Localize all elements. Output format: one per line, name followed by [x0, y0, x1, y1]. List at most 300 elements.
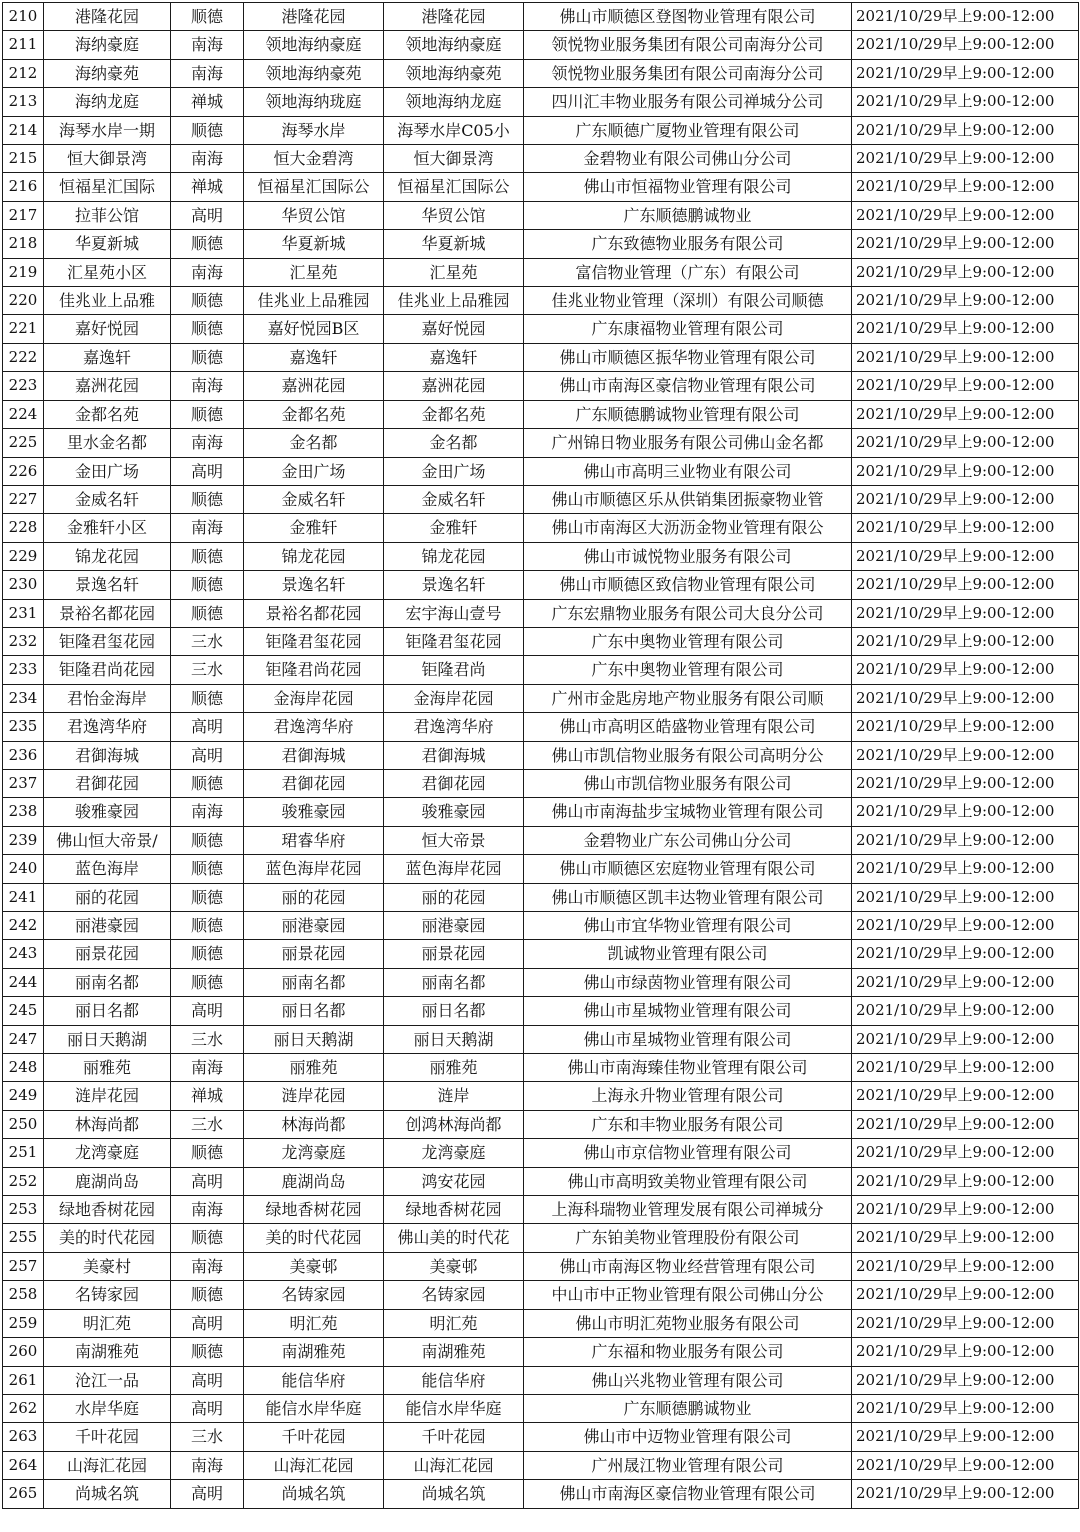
- district-cell: 南海: [171, 1196, 244, 1224]
- table-row: [3, 1338, 1079, 1366]
- schedule-cell: 2021/10/29早上9:00-12:00: [852, 1480, 1079, 1508]
- schedule-cell: 2021/10/29早上9:00-12:00: [852, 116, 1079, 144]
- table-row: [3, 1480, 1079, 1508]
- property-company-cell: 佛山市凯信物业服务有限公司高明分公: [524, 741, 852, 769]
- community-schedule-table: [2, 2, 1079, 1509]
- registered-name-cell: 君御花园: [384, 769, 524, 797]
- schedule-cell: 2021/10/29早上9:00-12:00: [852, 173, 1079, 201]
- project-name-cell: 景裕名都花园: [244, 599, 384, 627]
- property-company-cell: 佛山市顺德区登图物业管理有限公司: [524, 3, 852, 31]
- table-row: [3, 1394, 1079, 1422]
- registered-name-cell: 恒福星汇国际公: [384, 173, 524, 201]
- row-number-cell: 229: [3, 542, 44, 570]
- project-name-cell: 华夏新城: [244, 230, 384, 258]
- table-row: [3, 1167, 1079, 1195]
- registered-name-cell: 宏宇海山壹号: [384, 599, 524, 627]
- district-cell: 顺德: [171, 1139, 244, 1167]
- community-name-cell: 海纳豪庭: [44, 31, 171, 59]
- community-name-cell: 钜隆君尚花园: [44, 656, 171, 684]
- schedule-cell: 2021/10/29早上9:00-12:00: [852, 514, 1079, 542]
- community-name-cell: 嘉洲花园: [44, 372, 171, 400]
- row-number-cell: 252: [3, 1167, 44, 1195]
- community-name-cell: 景裕名都花园: [44, 599, 171, 627]
- schedule-cell: 2021/10/29早上9:00-12:00: [852, 1110, 1079, 1138]
- community-name-cell: 景逸名轩: [44, 571, 171, 599]
- community-name-cell: 美豪村: [44, 1252, 171, 1280]
- district-cell: 三水: [171, 627, 244, 655]
- row-number-cell: 211: [3, 31, 44, 59]
- project-name-cell: 钜隆君玺花园: [244, 627, 384, 655]
- property-company-cell: 四川汇丰物业服务有限公司禅城分公司: [524, 88, 852, 116]
- district-cell: 顺德: [171, 1281, 244, 1309]
- schedule-cell: 2021/10/29早上9:00-12:00: [852, 400, 1079, 428]
- community-name-cell: 嘉逸轩: [44, 343, 171, 371]
- district-cell: 高明: [171, 1167, 244, 1195]
- project-name-cell: 美豪邨: [244, 1252, 384, 1280]
- property-company-cell: 广州锦日物业服务有限公司佛山金名都: [524, 429, 852, 457]
- registered-name-cell: 海琴水岸C05小: [384, 116, 524, 144]
- district-cell: 高明: [171, 457, 244, 485]
- row-number-cell: 224: [3, 400, 44, 428]
- table-row: [3, 883, 1079, 911]
- row-number-cell: 212: [3, 59, 44, 87]
- district-cell: 南海: [171, 1252, 244, 1280]
- district-cell: 高明: [171, 741, 244, 769]
- schedule-cell: 2021/10/29早上9:00-12:00: [852, 287, 1079, 315]
- table-row: [3, 769, 1079, 797]
- district-cell: 南海: [171, 258, 244, 286]
- project-name-cell: 君逸湾华府: [244, 713, 384, 741]
- community-name-cell: 金雅轩小区: [44, 514, 171, 542]
- project-name-cell: 千叶花园: [244, 1423, 384, 1451]
- row-number-cell: 241: [3, 883, 44, 911]
- registered-name-cell: 嘉好悦园: [384, 315, 524, 343]
- row-number-cell: 237: [3, 769, 44, 797]
- schedule-cell: 2021/10/29早上9:00-12:00: [852, 855, 1079, 883]
- row-number-cell: 262: [3, 1394, 44, 1422]
- community-name-cell: 君怡金海岸: [44, 684, 171, 712]
- registered-name-cell: 金田广场: [384, 457, 524, 485]
- property-company-cell: 广东中奥物业管理有限公司: [524, 627, 852, 655]
- registered-name-cell: 君御海城: [384, 741, 524, 769]
- property-company-cell: 广东顺德鹏诚物业管理有限公司: [524, 400, 852, 428]
- schedule-cell: 2021/10/29早上9:00-12:00: [852, 684, 1079, 712]
- schedule-cell: 2021/10/29早上9:00-12:00: [852, 741, 1079, 769]
- community-name-cell: 绿地香树花园: [44, 1196, 171, 1224]
- row-number-cell: 233: [3, 656, 44, 684]
- project-name-cell: 锦龙花园: [244, 542, 384, 570]
- district-cell: 高明: [171, 1480, 244, 1508]
- project-name-cell: 金名都: [244, 429, 384, 457]
- registered-name-cell: 名铸家园: [384, 1281, 524, 1309]
- district-cell: 南海: [171, 514, 244, 542]
- project-name-cell: 金雅轩: [244, 514, 384, 542]
- row-number-cell: 223: [3, 372, 44, 400]
- community-name-cell: 佳兆业上品雅: [44, 287, 171, 315]
- schedule-cell: 2021/10/29早上9:00-12:00: [852, 1196, 1079, 1224]
- community-name-cell: 尚城名筑: [44, 1480, 171, 1508]
- project-name-cell: 嘉好悦园B区: [244, 315, 384, 343]
- table-row: [3, 1224, 1079, 1252]
- registered-name-cell: 丽日天鹅湖: [384, 1025, 524, 1053]
- row-number-cell: 231: [3, 599, 44, 627]
- row-number-cell: 255: [3, 1224, 44, 1252]
- schedule-cell: 2021/10/29早上9:00-12:00: [852, 1394, 1079, 1422]
- community-name-cell: 山海汇花园: [44, 1451, 171, 1479]
- district-cell: 顺德: [171, 826, 244, 854]
- registered-name-cell: 锦龙花园: [384, 542, 524, 570]
- project-name-cell: 丽南名都: [244, 968, 384, 996]
- row-number-cell: 265: [3, 1480, 44, 1508]
- schedule-cell: 2021/10/29早上9:00-12:00: [852, 997, 1079, 1025]
- schedule-cell: 2021/10/29早上9:00-12:00: [852, 1082, 1079, 1110]
- schedule-cell: 2021/10/29早上9:00-12:00: [852, 429, 1079, 457]
- project-name-cell: 绿地香树花园: [244, 1196, 384, 1224]
- registered-name-cell: 骏雅豪园: [384, 798, 524, 826]
- schedule-cell: 2021/10/29早上9:00-12:00: [852, 59, 1079, 87]
- schedule-cell: 2021/10/29早上9:00-12:00: [852, 145, 1079, 173]
- registered-name-cell: 华夏新城: [384, 230, 524, 258]
- property-company-cell: 佛山市京信物业管理有限公司: [524, 1139, 852, 1167]
- district-cell: 禅城: [171, 173, 244, 201]
- project-name-cell: 金都名苑: [244, 400, 384, 428]
- district-cell: 顺德: [171, 3, 244, 31]
- property-company-cell: 佳兆业物业管理（深圳）有限公司顺德: [524, 287, 852, 315]
- schedule-cell: 2021/10/29早上9:00-12:00: [852, 826, 1079, 854]
- registered-name-cell: 景逸名轩: [384, 571, 524, 599]
- property-company-cell: 佛山市南海臻佳物业管理有限公司: [524, 1054, 852, 1082]
- project-name-cell: 能信华府: [244, 1366, 384, 1394]
- row-number-cell: 253: [3, 1196, 44, 1224]
- property-company-cell: 富信物业管理（广东）有限公司: [524, 258, 852, 286]
- community-name-cell: 金都名苑: [44, 400, 171, 428]
- district-cell: 南海: [171, 59, 244, 87]
- community-name-cell: 南湖雅苑: [44, 1338, 171, 1366]
- row-number-cell: 221: [3, 315, 44, 343]
- row-number-cell: 234: [3, 684, 44, 712]
- property-company-cell: 中山市中正物业管理有限公司佛山分公: [524, 1281, 852, 1309]
- project-name-cell: 山海汇花园: [244, 1451, 384, 1479]
- registered-name-cell: 丽港豪园: [384, 912, 524, 940]
- registered-name-cell: 金威名轩: [384, 485, 524, 513]
- table-row: [3, 145, 1079, 173]
- property-company-cell: 佛山市凯信物业服务有限公司: [524, 769, 852, 797]
- row-number-cell: 247: [3, 1025, 44, 1053]
- registered-name-cell: 嘉洲花园: [384, 372, 524, 400]
- community-name-cell: 蓝色海岸: [44, 855, 171, 883]
- district-cell: 顺德: [171, 485, 244, 513]
- project-name-cell: 景逸名轩: [244, 571, 384, 599]
- community-name-cell: 恒福星汇国际: [44, 173, 171, 201]
- table-row: [3, 713, 1079, 741]
- table-row: [3, 1082, 1079, 1110]
- project-name-cell: 明汇苑: [244, 1309, 384, 1337]
- schedule-cell: 2021/10/29早上9:00-12:00: [852, 343, 1079, 371]
- schedule-cell: 2021/10/29早上9:00-12:00: [852, 656, 1079, 684]
- property-company-cell: 佛山市高明致美物业管理有限公司: [524, 1167, 852, 1195]
- project-name-cell: 海琴水岸: [244, 116, 384, 144]
- property-company-cell: 广东和丰物业服务有限公司: [524, 1110, 852, 1138]
- row-number-cell: 235: [3, 713, 44, 741]
- table-row: [3, 315, 1079, 343]
- table-row: [3, 372, 1079, 400]
- project-name-cell: 汇星苑: [244, 258, 384, 286]
- project-name-cell: 美的时代花园: [244, 1224, 384, 1252]
- property-company-cell: 佛山市南海区豪信物业管理有限公司: [524, 372, 852, 400]
- row-number-cell: 236: [3, 741, 44, 769]
- property-company-cell: 佛山市南海区大沥沥金物业管理有限公: [524, 514, 852, 542]
- table-row: [3, 1366, 1079, 1394]
- row-number-cell: 245: [3, 997, 44, 1025]
- property-company-cell: 佛山兴兆物业管理有限公司: [524, 1366, 852, 1394]
- project-name-cell: 南湖雅苑: [244, 1338, 384, 1366]
- project-name-cell: 佳兆业上品雅园: [244, 287, 384, 315]
- community-name-cell: 锦龙花园: [44, 542, 171, 570]
- row-number-cell: 215: [3, 145, 44, 173]
- registered-name-cell: 南湖雅苑: [384, 1338, 524, 1366]
- project-name-cell: 君御花园: [244, 769, 384, 797]
- community-name-cell: 佛山恒大帝景/: [44, 826, 171, 854]
- schedule-cell: 2021/10/29早上9:00-12:00: [852, 31, 1079, 59]
- district-cell: 顺德: [171, 287, 244, 315]
- schedule-cell: 2021/10/29早上9:00-12:00: [852, 912, 1079, 940]
- row-number-cell: 260: [3, 1338, 44, 1366]
- row-number-cell: 251: [3, 1139, 44, 1167]
- community-name-cell: 丽的花园: [44, 883, 171, 911]
- schedule-cell: 2021/10/29早上9:00-12:00: [852, 713, 1079, 741]
- project-name-cell: 涟岸花园: [244, 1082, 384, 1110]
- community-name-cell: 拉菲公馆: [44, 201, 171, 229]
- registered-name-cell: 千叶花园: [384, 1423, 524, 1451]
- district-cell: 顺德: [171, 769, 244, 797]
- community-name-cell: 丽景花园: [44, 940, 171, 968]
- community-name-cell: 华夏新城: [44, 230, 171, 258]
- table-row: [3, 1025, 1079, 1053]
- row-number-cell: 232: [3, 627, 44, 655]
- property-company-cell: 佛山市南海区物业经营管理有限公司: [524, 1252, 852, 1280]
- project-name-cell: 龙湾豪庭: [244, 1139, 384, 1167]
- schedule-cell: 2021/10/29早上9:00-12:00: [852, 3, 1079, 31]
- table-row: [3, 599, 1079, 627]
- table-row: [3, 826, 1079, 854]
- table-row: [3, 287, 1079, 315]
- table-row: [3, 3, 1079, 31]
- district-cell: 南海: [171, 372, 244, 400]
- schedule-cell: 2021/10/29早上9:00-12:00: [852, 883, 1079, 911]
- row-number-cell: 257: [3, 1252, 44, 1280]
- property-company-cell: 佛山市宜华物业管理有限公司: [524, 912, 852, 940]
- table-row: [3, 1309, 1079, 1337]
- table-row: [3, 230, 1079, 258]
- community-name-cell: 涟岸花园: [44, 1082, 171, 1110]
- project-name-cell: 丽日名都: [244, 997, 384, 1025]
- registered-name-cell: 金都名苑: [384, 400, 524, 428]
- district-cell: 顺德: [171, 684, 244, 712]
- project-name-cell: 金海岸花园: [244, 684, 384, 712]
- property-company-cell: 广东顺德鹏诚物业: [524, 201, 852, 229]
- project-name-cell: 丽日天鹅湖: [244, 1025, 384, 1053]
- project-name-cell: 金田广场: [244, 457, 384, 485]
- schedule-cell: 2021/10/29早上9:00-12:00: [852, 485, 1079, 513]
- district-cell: 南海: [171, 798, 244, 826]
- schedule-cell: 2021/10/29早上9:00-12:00: [852, 372, 1079, 400]
- table-row: [3, 1451, 1079, 1479]
- table-row: [3, 88, 1079, 116]
- community-name-cell: 千叶花园: [44, 1423, 171, 1451]
- row-number-cell: 261: [3, 1366, 44, 1394]
- registered-name-cell: 华贸公馆: [384, 201, 524, 229]
- property-company-cell: 广东康福物业管理有限公司: [524, 315, 852, 343]
- district-cell: 顺德: [171, 940, 244, 968]
- row-number-cell: 239: [3, 826, 44, 854]
- project-name-cell: 恒福星汇国际公: [244, 173, 384, 201]
- community-name-cell: 水岸华庭: [44, 1394, 171, 1422]
- table-row: [3, 116, 1079, 144]
- row-number-cell: 258: [3, 1281, 44, 1309]
- registered-name-cell: 尚城名筑: [384, 1480, 524, 1508]
- registered-name-cell: 丽南名都: [384, 968, 524, 996]
- property-company-cell: 广东福和物业服务有限公司: [524, 1338, 852, 1366]
- property-company-cell: 佛山市诚悦物业服务有限公司: [524, 542, 852, 570]
- property-company-cell: 佛山市绿茵物业管理有限公司: [524, 968, 852, 996]
- district-cell: 顺德: [171, 400, 244, 428]
- registered-name-cell: 丽雅苑: [384, 1054, 524, 1082]
- property-company-cell: 佛山市星城物业管理有限公司: [524, 997, 852, 1025]
- community-name-cell: 鹿湖尚岛: [44, 1167, 171, 1195]
- community-name-cell: 丽港豪园: [44, 912, 171, 940]
- property-company-cell: 上海永升物业管理有限公司: [524, 1082, 852, 1110]
- schedule-cell: 2021/10/29早上9:00-12:00: [852, 1224, 1079, 1252]
- registered-name-cell: 蓝色海岸花园: [384, 855, 524, 883]
- schedule-cell: 2021/10/29早上9:00-12:00: [852, 627, 1079, 655]
- row-number-cell: 222: [3, 343, 44, 371]
- community-name-cell: 港隆花园: [44, 3, 171, 31]
- property-company-cell: 领悦物业服务集团有限公司南海分公司: [524, 59, 852, 87]
- district-cell: 顺德: [171, 343, 244, 371]
- row-number-cell: 225: [3, 429, 44, 457]
- property-company-cell: 佛山市高明三业物业有限公司: [524, 457, 852, 485]
- district-cell: 顺德: [171, 542, 244, 570]
- row-number-cell: 218: [3, 230, 44, 258]
- property-company-cell: 佛山市南海盐步宝城物业管理有限公司: [524, 798, 852, 826]
- table-row: [3, 1139, 1079, 1167]
- row-number-cell: 210: [3, 3, 44, 31]
- project-name-cell: 恒大金碧湾: [244, 145, 384, 173]
- table-row: [3, 31, 1079, 59]
- registered-name-cell: 丽的花园: [384, 883, 524, 911]
- community-name-cell: 恒大御景湾: [44, 145, 171, 173]
- table-row: [3, 173, 1079, 201]
- table-body: [3, 3, 1079, 1509]
- table-row: [3, 968, 1079, 996]
- row-number-cell: 226: [3, 457, 44, 485]
- registered-name-cell: 金雅轩: [384, 514, 524, 542]
- property-company-cell: 广东顺德广厦物业管理有限公司: [524, 116, 852, 144]
- district-cell: 顺德: [171, 1224, 244, 1252]
- table-row: [3, 400, 1079, 428]
- property-company-cell: 佛山市顺德区宏庭物业管理有限公司: [524, 855, 852, 883]
- community-name-cell: 丽日名都: [44, 997, 171, 1025]
- schedule-cell: 2021/10/29早上9:00-12:00: [852, 201, 1079, 229]
- table-row: [3, 684, 1079, 712]
- registered-name-cell: 港隆花园: [384, 3, 524, 31]
- community-name-cell: 骏雅豪园: [44, 798, 171, 826]
- registered-name-cell: 美豪邨: [384, 1252, 524, 1280]
- row-number-cell: 263: [3, 1423, 44, 1451]
- project-name-cell: 领地海纳豪苑: [244, 59, 384, 87]
- community-name-cell: 丽雅苑: [44, 1054, 171, 1082]
- table-row: [3, 1196, 1079, 1224]
- property-company-cell: 佛山市中迈物业管理有限公司: [524, 1423, 852, 1451]
- schedule-cell: 2021/10/29早上9:00-12:00: [852, 1139, 1079, 1167]
- row-number-cell: 264: [3, 1451, 44, 1479]
- schedule-cell: 2021/10/29早上9:00-12:00: [852, 769, 1079, 797]
- community-name-cell: 明汇苑: [44, 1309, 171, 1337]
- registered-name-cell: 涟岸: [384, 1082, 524, 1110]
- property-company-cell: 广东致德物业服务有限公司: [524, 230, 852, 258]
- registered-name-cell: 佛山美的时代花: [384, 1224, 524, 1252]
- registered-name-cell: 丽景花园: [384, 940, 524, 968]
- registered-name-cell: 明汇苑: [384, 1309, 524, 1337]
- district-cell: 南海: [171, 145, 244, 173]
- row-number-cell: 240: [3, 855, 44, 883]
- district-cell: 顺德: [171, 883, 244, 911]
- registered-name-cell: 领地海纳豪庭: [384, 31, 524, 59]
- table-row: [3, 798, 1079, 826]
- schedule-cell: 2021/10/29早上9:00-12:00: [852, 258, 1079, 286]
- district-cell: 顺德: [171, 968, 244, 996]
- registered-name-cell: 龙湾豪庭: [384, 1139, 524, 1167]
- project-name-cell: 能信水岸华庭: [244, 1394, 384, 1422]
- project-name-cell: 领地海纳珑庭: [244, 88, 384, 116]
- community-name-cell: 钜隆君玺花园: [44, 627, 171, 655]
- schedule-cell: 2021/10/29早上9:00-12:00: [852, 1423, 1079, 1451]
- property-company-cell: 上海科瑞物业管理发展有限公司禅城分: [524, 1196, 852, 1224]
- schedule-cell: 2021/10/29早上9:00-12:00: [852, 1366, 1079, 1394]
- property-company-cell: 金碧物业有限公司佛山分公司: [524, 145, 852, 173]
- row-number-cell: 242: [3, 912, 44, 940]
- table-row: [3, 258, 1079, 286]
- schedule-cell: 2021/10/29早上9:00-12:00: [852, 571, 1079, 599]
- registered-name-cell: 恒大御景湾: [384, 145, 524, 173]
- table-row: [3, 940, 1079, 968]
- schedule-cell: 2021/10/29早上9:00-12:00: [852, 315, 1079, 343]
- table-row: [3, 855, 1079, 883]
- table-row: [3, 912, 1079, 940]
- registered-name-cell: 领地海纳龙庭: [384, 88, 524, 116]
- registered-name-cell: 鸿安花园: [384, 1167, 524, 1195]
- registered-name-cell: 创鸿林海尚都: [384, 1110, 524, 1138]
- project-name-cell: 骏雅豪园: [244, 798, 384, 826]
- property-company-cell: 广州市金匙房地产物业服务有限公司顺: [524, 684, 852, 712]
- table-row: [3, 571, 1079, 599]
- district-cell: 禅城: [171, 1082, 244, 1110]
- registered-name-cell: 能信水岸华庭: [384, 1394, 524, 1422]
- district-cell: 三水: [171, 1110, 244, 1138]
- project-name-cell: 丽的花园: [244, 883, 384, 911]
- property-company-cell: 广东顺德鹏诚物业: [524, 1394, 852, 1422]
- community-name-cell: 君御海城: [44, 741, 171, 769]
- row-number-cell: 259: [3, 1309, 44, 1337]
- row-number-cell: 244: [3, 968, 44, 996]
- project-name-cell: 蓝色海岸花园: [244, 855, 384, 883]
- property-company-cell: 佛山市南海区豪信物业管理有限公司: [524, 1480, 852, 1508]
- project-name-cell: 嘉洲花园: [244, 372, 384, 400]
- community-name-cell: 海纳豪苑: [44, 59, 171, 87]
- district-cell: 顺德: [171, 1338, 244, 1366]
- schedule-cell: 2021/10/29早上9:00-12:00: [852, 1309, 1079, 1337]
- district-cell: 南海: [171, 429, 244, 457]
